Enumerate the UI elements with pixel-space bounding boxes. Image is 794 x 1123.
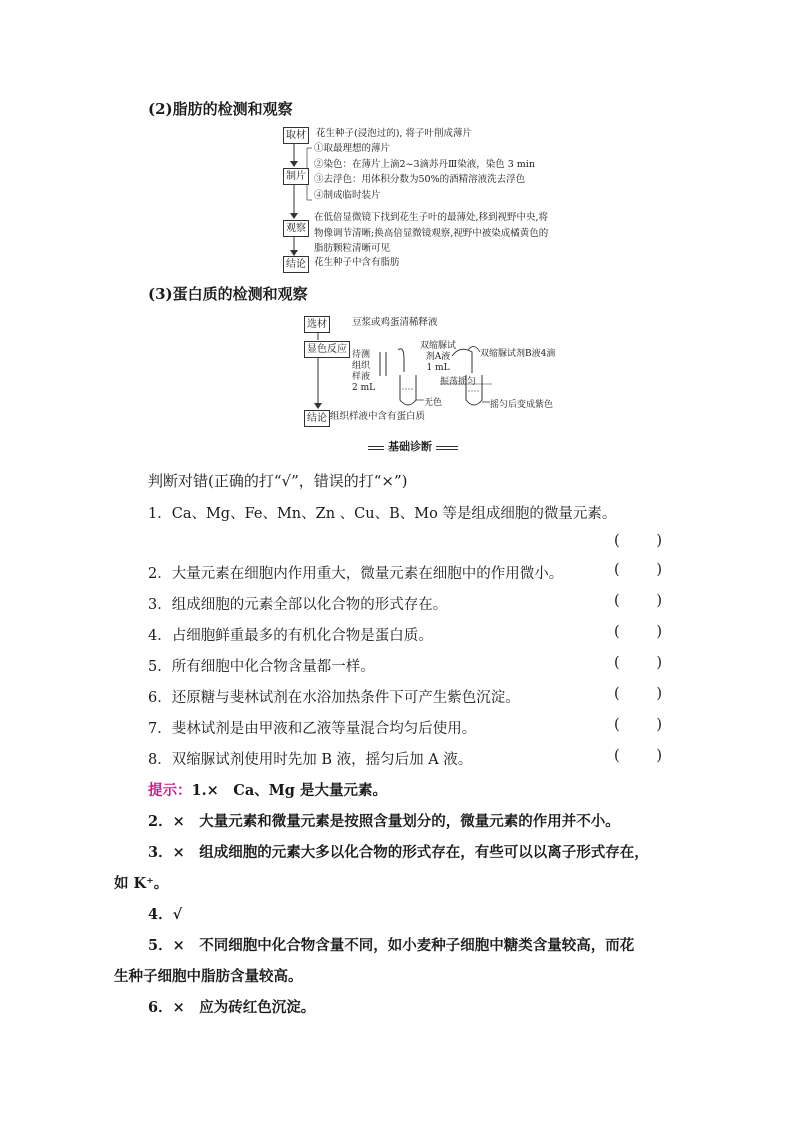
paren-close: ) <box>656 593 662 609</box>
fat-slide-step: ②染色：在薄片上滴2~3滴苏丹Ⅲ染液，染色 3 min <box>314 158 535 170</box>
answer-1 <box>148 779 387 800</box>
paren-close: ) <box>656 717 662 733</box>
question-4: 4．占细胞鲜重最多的有机化合物是蛋白质。 <box>148 628 433 644</box>
answer-1-text: 1.× Ca、Mg 是大量元素。 <box>191 782 387 799</box>
answer-blank-2 <box>614 562 662 578</box>
answer-3-line2: 如 K⁺。 <box>114 875 169 892</box>
answer-6: 6．× 应为砖红色沉淀。 <box>148 999 316 1016</box>
answer-blank-3 <box>614 593 662 609</box>
fat-observe-line: 在低倍显微镜下找到花生子叶的最薄处,移到视野中央,将 <box>314 212 549 223</box>
judge-title: 判断对错(正确的打“√”，错误的打“×”) <box>148 472 408 490</box>
question-5: 5．所有细胞中化合物含量都一样。 <box>148 659 375 675</box>
protein-reagent-a-line: 1 mL <box>426 363 450 373</box>
paren-close: ) <box>656 533 662 549</box>
protein-sample-line: 组织 <box>352 361 371 371</box>
protein-material-text: 豆浆或鸡蛋清稀释液 <box>352 317 438 328</box>
protein-reagent-b-label: 双缩脲试剂B液4滴 <box>480 349 556 359</box>
paren-open: ( <box>614 655 620 671</box>
fat-slide-step: ③去浮色：用体积分数为50%的酒精溶液洗去浮色 <box>314 174 526 185</box>
fat-step-slide: 制片 <box>283 168 309 185</box>
paren-close: ) <box>656 655 662 671</box>
answer-5-line1: 5．× 不同细胞中化合物含量不同，如小麦种子细胞中糖类含量较高，而花 <box>148 937 635 954</box>
protein-sample-line: 待测 <box>352 350 371 360</box>
protein-shake-label: 振荡摇匀 <box>440 377 477 387</box>
protein-step-color-reaction: 显色反应 <box>304 341 350 358</box>
protein-heading: (3)蛋白质的检测和观察 <box>148 285 308 303</box>
paren-close: ) <box>656 748 662 764</box>
paren-close: ) <box>656 624 662 640</box>
protein-colorless-label: 无色 <box>424 398 443 408</box>
fat-heading: (2)脂肪的检测和观察 <box>148 100 293 118</box>
protein-purple-label: 摇匀后变成紫色 <box>490 400 554 410</box>
answer-4: 4．√ <box>148 906 183 923</box>
fat-slide-step: ④制成临时装片 <box>314 189 381 201</box>
protein-sample-line: 样液 <box>352 372 371 382</box>
fat-step-conclusion: 结论 <box>283 256 309 273</box>
section-banner <box>368 440 458 454</box>
answer-2: 2．× 大量元素和微量元素是按照含量划分的，微量元素的作用并不小。 <box>148 813 620 830</box>
question-1: 1．Ca、Mg、Fe、Mn、Zn 、Cu、B、Mo 等是组成细胞的微量元素。 <box>148 506 617 522</box>
paren-open: ( <box>614 748 620 764</box>
question-8: 8．双缩脲试剂使用时先加 B 液，摇匀后加 A 液。 <box>148 752 473 768</box>
paren-open: ( <box>614 593 620 609</box>
answer-blank-7 <box>614 717 662 733</box>
protein-step-conclusion: 结论 <box>304 410 330 427</box>
protein-diagram-graphics <box>0 0 794 440</box>
paren-open: ( <box>614 717 620 733</box>
question-2: 2．大量元素在细胞内作用重大，微量元素在细胞中的作用微小。 <box>148 566 564 582</box>
fat-observe-line: 物像调节清晰;换高倍显微镜观察,视野中被染成橘黄色的 <box>314 227 549 239</box>
paren-open: ( <box>614 533 620 549</box>
answer-blank-6 <box>614 686 662 702</box>
answer-blank-1 <box>614 533 662 549</box>
answer-blank-8 <box>614 748 662 764</box>
banner-title: 基础诊断 <box>384 440 436 454</box>
fat-step-collect-text: 花生种子(浸泡过的), 将子叶削成薄片 <box>316 128 472 139</box>
question-7: 7．斐林试剂是由甲液和乙液等量混合均匀后使用。 <box>148 721 477 737</box>
hint-label: 提示： <box>148 782 192 799</box>
protein-reagent-a-line: 双缩脲试 <box>420 341 457 351</box>
fat-slide-step: ①取最理想的薄片 <box>314 143 391 154</box>
protein-reagent-a-line: 剂A液 <box>425 352 451 362</box>
answer-3-line1: 3．× 组成细胞的元素大多以化合物的形式存在，有些可以以离子形式存在， <box>148 844 649 861</box>
paren-open: ( <box>614 686 620 702</box>
protein-sample-line: 2 mL <box>352 383 376 393</box>
paren-close: ) <box>656 562 662 578</box>
fat-conclusion-text: 花生种子中含有脂肪 <box>314 257 400 268</box>
fat-observe-line: 脂肪颗粒清晰可见 <box>314 243 391 254</box>
answer-5-line2: 生种子细胞中脂肪含量较高。 <box>114 968 303 985</box>
protein-sample-label <box>352 350 375 394</box>
answer-blank-5 <box>614 655 662 671</box>
paren-open: ( <box>614 624 620 640</box>
protein-step-material: 选材 <box>304 316 330 333</box>
question-3: 3．组成细胞的元素全部以化合物的形式存在。 <box>148 597 448 613</box>
protein-reagent-a-label <box>420 341 456 374</box>
fat-step-observe: 观察 <box>283 220 309 237</box>
protein-conclusion-text: 组织样液中含有蛋白质 <box>330 411 426 422</box>
question-6: 6．还原糖与斐林试剂在水浴加热条件下可产生紫色沉淀。 <box>148 690 520 706</box>
answer-blank-4 <box>614 624 662 640</box>
paren-close: ) <box>656 686 662 702</box>
paren-open: ( <box>614 562 620 578</box>
fat-step-collect: 取材 <box>283 127 309 144</box>
